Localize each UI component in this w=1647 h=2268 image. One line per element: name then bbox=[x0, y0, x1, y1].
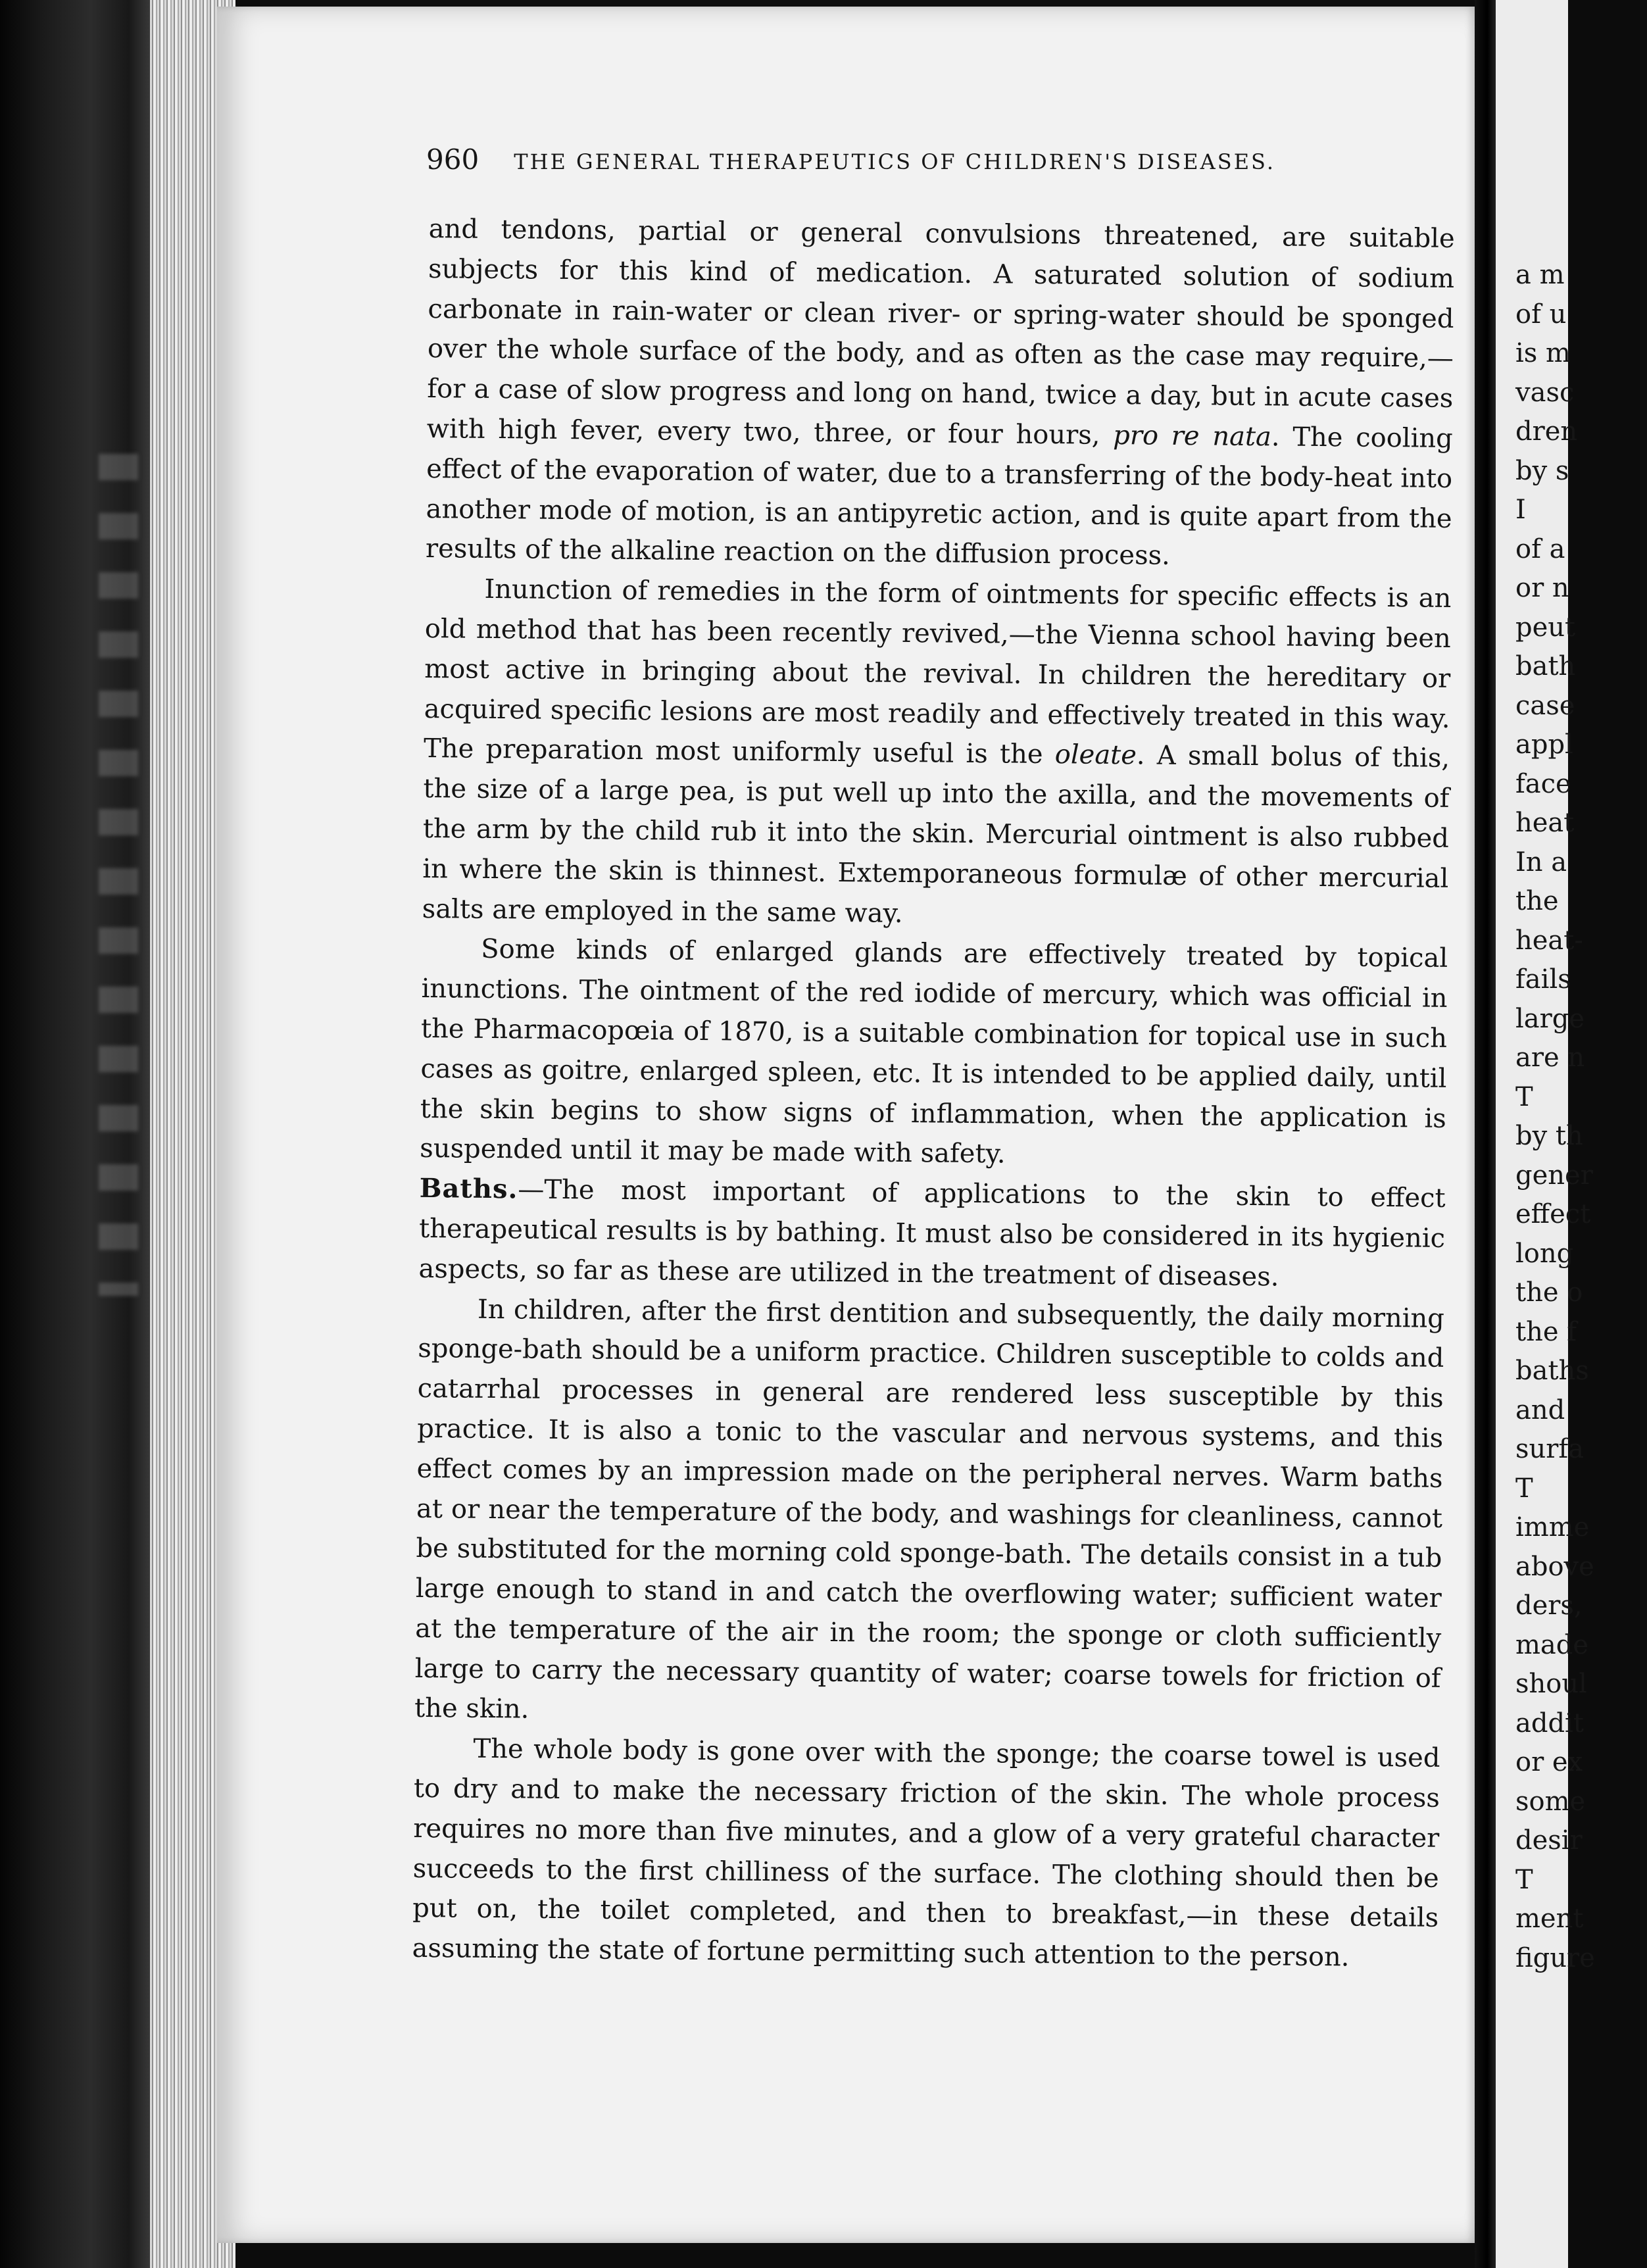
paragraph-2-text: Inunction of remedies in the form of ointments for specific effects is an old method that has been recently revived,—the Vienna school having been most active in bringing about the revival. In children the hereditary or acquired specific lesions are most readily and effectively treated in this way. The preparation most uniformly useful is the bbox=[423, 574, 1452, 770]
paragraph-5 bbox=[414, 1289, 1444, 1738]
paragraph-1-rest: . The cooling effect of the evaporation of water, due to a transferring of the body-heat into another mode of motion, is an antipyretic action, and is quite apart from the results of the alkaline reaction on the diffusion process. bbox=[425, 422, 1453, 572]
facing-page-fragment: the o bbox=[1515, 1277, 1583, 1308]
facing-page-fragment: addit bbox=[1515, 1708, 1584, 1738]
facing-page-fragment: I bbox=[1515, 495, 1526, 525]
paragraph-4 bbox=[418, 1169, 1446, 1298]
facing-page-fragment: dren bbox=[1515, 416, 1578, 447]
facing-page-fragment: T bbox=[1515, 1473, 1533, 1504]
paragraph-2 bbox=[422, 569, 1451, 939]
book-gutter bbox=[1475, 0, 1496, 2268]
paragraph-5-text: In children, after the first dentition and subsequently, the daily morning sponge-bath should be a uniform practice. Children susceptible to colds and catarrhal processes in general are rendered less susceptible by this practice. It is also a tonic to the vascular and nervous systems, and this effect comes by an impression made on the peripheral nerves. Warm baths at or near the temperature of the body, and washings for cleanliness, cannot be substituted for the morning cold sponge-bath. The details consist in a tub large enough to stand in and catch the overflowing water; sufficient water at the temperature of the air in the room; the sponge or cloth sufficiently large to carry the necessary quantity of water; coarse towels for friction of the skin. bbox=[414, 1294, 1445, 1725]
facing-page-fragment: a m bbox=[1515, 260, 1565, 290]
facing-page-fragment: by s bbox=[1515, 455, 1569, 486]
facing-page-fragment: desir bbox=[1515, 1825, 1583, 1856]
paragraph-3-text: Some kinds of enlarged glands are effectively treated by topical inunctions. The ointment of the red iodide of mercury, which was official in the Pharmacopœia of 1870, is a suitable combination for topical use in such cases as goitre, enlarged spleen, etc. It is intended to be applied daily, until the skin begins to show signs of inflammation, when the application is suspended until it may be made with safety. bbox=[420, 934, 1448, 1170]
page-number: 960 bbox=[426, 143, 479, 176]
facing-page-fragment: of u bbox=[1515, 299, 1567, 330]
paragraph-1-text: and tendons, partial or general convulsions threatened, are suitable subjects for this kind of medication. A saturated solution of sodium carbonate in rain-water or clean river- or spring-water should be sponged over the whole surface of the body, and as often as the case may require,—for a case of slow progress and long on hand, twice a day, but in acute cases with high fever, every two, three, or four hours, bbox=[426, 213, 1455, 451]
facing-page-fragment: face bbox=[1515, 768, 1571, 799]
facing-page-fragment: the f bbox=[1515, 1316, 1577, 1347]
section-heading-baths: Baths. bbox=[419, 1173, 518, 1205]
facing-page-fragment: is m bbox=[1515, 338, 1571, 368]
paragraph-2-italic: oleate bbox=[1054, 739, 1137, 771]
facing-page-fragment: of a bbox=[1515, 533, 1565, 564]
facing-page-fragment: effect bbox=[1515, 1199, 1591, 1229]
facing-page-fragment: ment bbox=[1515, 1904, 1584, 1934]
facing-page-fragment: imme bbox=[1515, 1512, 1590, 1542]
facing-page-fragment: T bbox=[1515, 1864, 1533, 1895]
facing-page-fragment: vasc bbox=[1515, 377, 1575, 408]
facing-page-fragment: T bbox=[1515, 1081, 1533, 1112]
facing-page-fragment: figure bbox=[1515, 1942, 1595, 1973]
facing-page-fragment: bath bbox=[1515, 651, 1576, 681]
facing-page-fragment: heat bbox=[1515, 808, 1575, 838]
facing-page-fragment: peut bbox=[1515, 612, 1576, 643]
facing-page-fragment: the bbox=[1515, 886, 1559, 916]
spine-gilt-lettering bbox=[99, 454, 138, 1296]
paragraph-2-rest: . A small bolus of this, the size of a large pea, is put well up into the axilla, and the movements of the arm by the child rub it into the skin. Mercurial ointment is also rubbed in where the skin is thinnest. Extemporaneous formulæ of other mercurial salts are employed in the same way. bbox=[422, 740, 1450, 929]
facing-page-fragment: appl bbox=[1515, 729, 1573, 760]
facing-page-fragment: case bbox=[1515, 690, 1575, 721]
facing-page-fragment: by th bbox=[1515, 1121, 1583, 1151]
facing-page-fragment: ders, bbox=[1515, 1590, 1583, 1621]
paragraph-6 bbox=[412, 1729, 1440, 1979]
paragraph-4-text: —The most important of applications to the skin to effect therapeutical results is by bathing. It must also be considered in its hygienic aspects, so far as these are utilized in the treatment of diseases. bbox=[418, 1174, 1446, 1293]
paragraph-6-text: The whole body is gone over with the sponge; the coarse towel is used to dry and to make the necessary friction of the skin. The whole process requires no more than five minutes, and a glow of a very grateful character succeeds to the first chilliness of the surface. The clothing should then be put on, the toilet completed, and then to breakfast,—in these details assuming the state of fortune permitting such attention to the person. bbox=[412, 1734, 1440, 1973]
running-title: THE GENERAL THERAPEUTICS OF CHILDREN'S DISEASES. bbox=[514, 149, 1275, 174]
facing-page-fragment: and bbox=[1515, 1394, 1565, 1425]
facing-page-fragment: baths bbox=[1515, 1356, 1589, 1386]
facing-page-fragment: large bbox=[1515, 1003, 1585, 1034]
facing-page-fragment: gener bbox=[1515, 1160, 1593, 1191]
paragraph-1-italic: pro re nata bbox=[1113, 420, 1272, 453]
facing-page-fragment: some bbox=[1515, 1786, 1586, 1817]
facing-page-fragment: long bbox=[1515, 1238, 1574, 1269]
facing-page-fragment: fails bbox=[1515, 964, 1571, 995]
facing-page-edge bbox=[1496, 0, 1595, 2268]
facing-page-fragment: or n bbox=[1515, 573, 1569, 603]
facing-page-fragment: made bbox=[1515, 1629, 1589, 1660]
page-header bbox=[426, 143, 1347, 189]
facing-page-fragment: In a bbox=[1515, 847, 1567, 877]
paragraph-1 bbox=[426, 209, 1455, 579]
facing-page-fragment: are n bbox=[1515, 1043, 1585, 1073]
body-text bbox=[412, 209, 1455, 2034]
facing-page-fragment: above bbox=[1515, 1551, 1594, 1582]
facing-page-fragment: heat- bbox=[1515, 925, 1583, 956]
facing-page-fragment: shoul bbox=[1515, 1669, 1587, 1699]
book-spine bbox=[0, 0, 151, 2268]
paragraph-3 bbox=[420, 929, 1448, 1179]
facing-page-fragment: surfa bbox=[1515, 1434, 1585, 1464]
facing-page-fragment: or ex bbox=[1515, 1747, 1583, 1777]
